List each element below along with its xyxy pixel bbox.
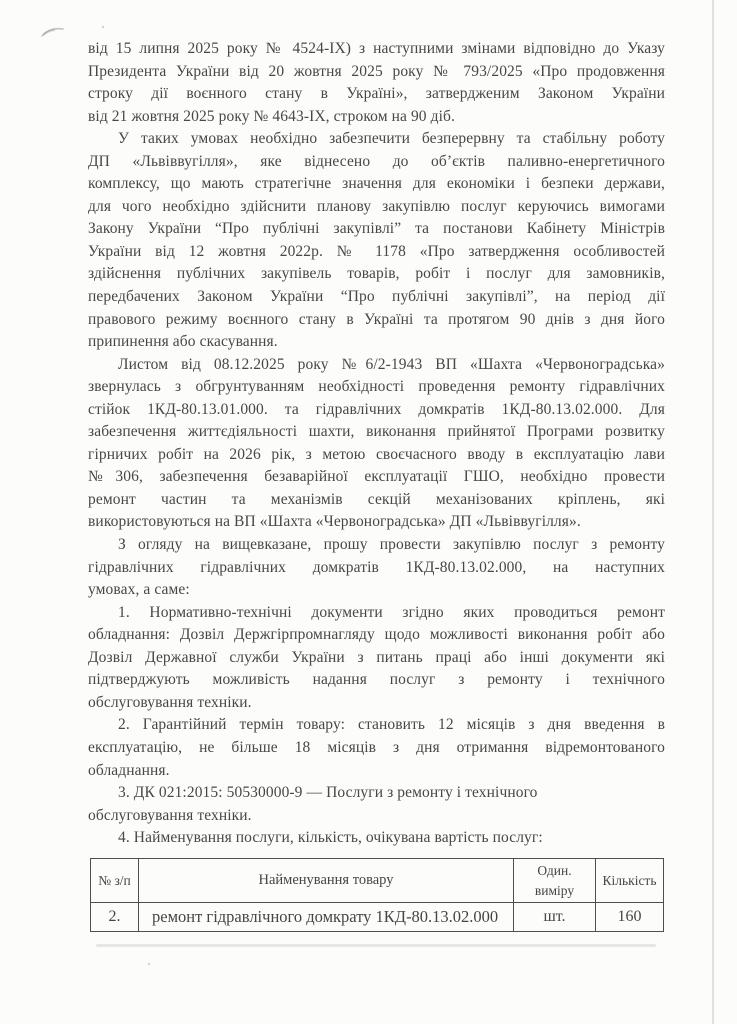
text-line: Президента України від 20 жовтня 2025 року № 793/2025 «Про продовження	[88, 62, 665, 80]
table-row	[91, 903, 664, 932]
items-table	[90, 858, 664, 932]
scan-artifact-vertical-line	[712, 0, 714, 1024]
text-line: Листом від 08.12.2025 року №6/2-1943 ВП «Шахта «Червоноградська»	[118, 355, 665, 373]
text-line: 4. Найменування послуги, кількість, очікувана вартість послуг:	[118, 829, 543, 847]
text-line: комплексу, що мають стратегічне значення для економіки і безпеки держави,	[88, 175, 665, 193]
col-header-qty: Кількість	[596, 859, 664, 903]
text-line: використовуються на ВП «Шахта «Червоноградська» ДП «Львіввугілля».	[88, 513, 581, 531]
text-line: припинення або скасування.	[88, 333, 278, 351]
text-line: ДП «Львіввугілля», яке віднесено до об’єктів паливно-енергетичного	[88, 152, 665, 170]
text-line: України від 12 жовтня 2022р. № 1178 «Про затвердження особливостей	[88, 242, 665, 260]
text-line: від 21 жовтня 2025 року № 4643-IX, строком на 90 діб.	[88, 107, 455, 125]
table-header-row	[91, 859, 664, 903]
text-line: У таких умовах необхідно забезпечити безперервну та стабільну роботу	[118, 130, 665, 148]
text-line: умовах, а саме:	[88, 581, 190, 599]
text-line: обслуговування техніки.	[88, 693, 252, 711]
cell-name: ремонт гідравлічного домкрату 1КД-80.13.02.000	[139, 903, 514, 932]
text-line: 2. Гарантійний термін товару: становить 12 місяців з дня введення в	[118, 716, 665, 734]
text-line: Дозвіл Державної служби України з питань праці або інші документи які	[88, 648, 665, 666]
text-line: обладнання.	[88, 761, 170, 779]
cell-qty: 160	[596, 903, 664, 932]
document-body	[88, 38, 665, 850]
text-line: ремонт частин та механізмів секцій механізованих кріплень, які	[88, 490, 665, 508]
text-line: забезпечення життєдіяльності шахти, виконання прийнятої Програми розвитку	[88, 423, 665, 441]
text-line: від 15 липня 2025 року № 4524-IX) з наступними змінами відповідно до Указу	[88, 40, 665, 57]
text-line: гірничих робіт на 2026 рік, з метою своєчасного вводу в експлуатацію лави	[88, 445, 665, 463]
text-line: Закону України “Про публічні закупівлі” та постанови Кабінету Міністрів	[88, 220, 665, 238]
text-line: правового режиму воєнного стану в Україні та протягом 90 днів з дня його	[88, 310, 665, 328]
text-line: №306, забезпечення безаварійної експлуатації ГШО, необхідно провести	[88, 468, 665, 486]
text-line: для чого необхідно здійснити планову закупівлю послуг керуючись вимогами	[88, 197, 665, 215]
text-line: З огляду на вищевказане, прошу провести закупівлю послуг з ремонту	[118, 536, 665, 554]
scan-artifact-shadow	[96, 944, 656, 947]
text-line: стійок 1КД-80.13.01.000. та гідравлічних домкратів 1КД-80.13.02.000. Для	[88, 400, 665, 418]
text-line: передбачених Законом України “Про публічні закупівлі”, на період дії	[88, 288, 665, 306]
text-line: обладнання: Дозвіл Держгірпромнагляду щодо можливості виконання робіт або	[88, 626, 665, 644]
text-line: обслуговування техніки.	[88, 806, 252, 824]
cell-unit: шт.	[514, 903, 596, 932]
text-line: гідравлічних гідравлічних домкратів 1КД-80.13.02.000, на наступних	[88, 558, 665, 576]
text-line: експлуатацію, не більше 18 місяців з дня отримання відремонтованого	[88, 738, 665, 756]
text-line: 3. ДК 021:2015: 50530000-9 — Послуги з ремонту і технічного	[118, 784, 538, 802]
text-line: здійснення публічних закупівель товарів, робіт і послуг для замовників,	[88, 265, 665, 283]
text-line: звернулась з обгрунтуванням необхідності проведення ремонту гідравлічних	[88, 378, 665, 396]
col-header-name: Найменування товару	[139, 859, 514, 903]
col-header-index: № з/п	[91, 859, 139, 903]
text-line: 1. Нормативно-технічні документи згідно яких проводиться ремонт	[118, 603, 665, 621]
text-line: підтверджують можливість надання послуг з ремонту і технічного	[88, 671, 665, 689]
text-line: строку дії воєнного стану в Україні», затвердженим Законом України	[88, 85, 665, 103]
col-header-unit: Один. виміру	[514, 859, 596, 903]
cell-index: 2.	[91, 903, 139, 932]
